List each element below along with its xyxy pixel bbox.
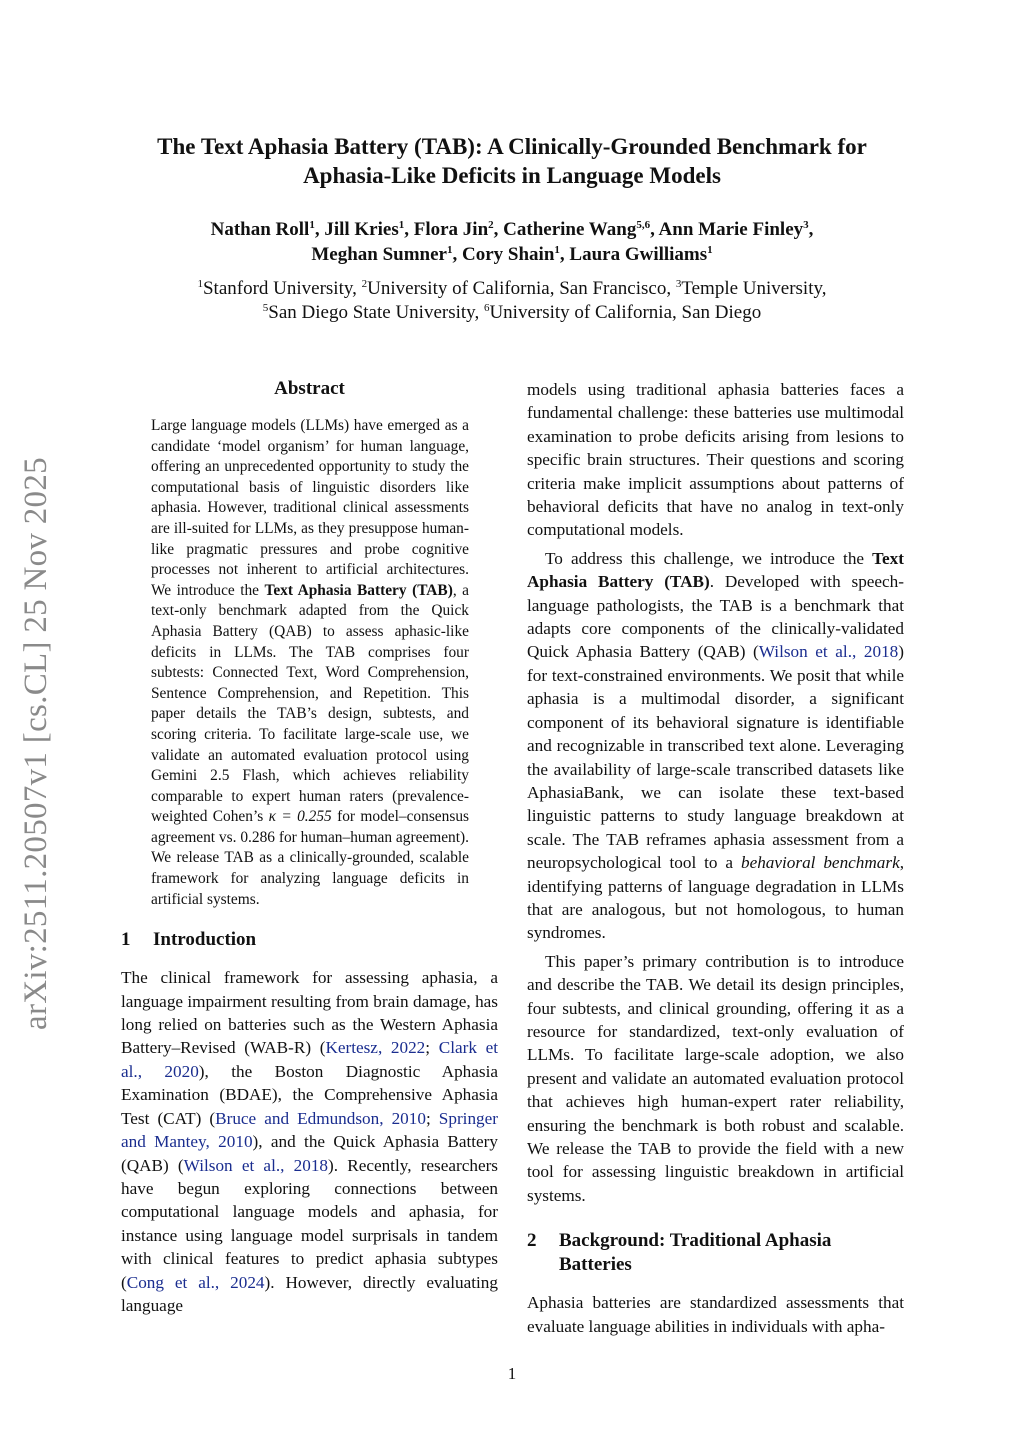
background-paragraph-1: Aphasia batteries are standardized assessments that evaluate language abilities in individuals with apha-	[527, 1293, 904, 1336]
citation-link[interactable]: Bruce and Edmundson, 2010	[215, 1108, 426, 1128]
title-line-2: Aphasia-Like Deficits in Language Models	[303, 163, 721, 188]
affil-number: 1	[197, 278, 203, 290]
title-line-1: The Text Aphasia Battery (TAB): A Clinically-Grounded Benchmark for	[157, 134, 867, 159]
intro-paragraph-1-continued: models using traditional aphasia batteries faces a fundamental challenge: these batteries use multimodal examination to probe deficits arising from lesions to specific brain structures. Their questions and scoring criteria make implicit assumptions about patterns of behavioral deficits that have no analog in text-only computational models.	[527, 380, 904, 540]
author-name: Nathan Roll	[210, 219, 310, 240]
author-name: Laura Gwilliams	[569, 244, 708, 265]
arxiv-stamp: arXiv:2511.20507v1 [cs.CL] 25 Nov 2025	[18, 457, 54, 1030]
intro-paragraph-3: This paper’s primary contribution is to introduce and describe the TAB. We detail its design principles, four subtests, and clinical grounding, offering it as a resource for standardized, text-only evaluation of LLMs. To facilitate large-scale adoption, we also present and validate an automated evaluation protocol that achieves high human-expert rater reliability, ensuring the benchmark is both robust and scalable. We release the TAB to provide the field with a new tool for assessing linguistic breakdown in artificial systems.	[527, 951, 904, 1205]
author-name: Meghan Sumner	[311, 244, 447, 265]
affil-number: 2	[361, 278, 368, 290]
abstract-heading: Abstract	[274, 378, 345, 399]
author-affil: 2	[488, 219, 494, 231]
bold-term: Text Aphasia Battery (TAB)	[527, 548, 904, 592]
section-heading-background	[527, 1229, 904, 1277]
citation-link[interactable]: Clark et al., 2020	[121, 1038, 498, 1081]
affiliation: Stanford University	[202, 278, 353, 299]
affiliation: University of California, San Diego	[489, 302, 762, 323]
author-line-2: Meghan Sumner$^1$, Cory Shain$^1$, Laura Gwilliams$^1$	[311, 244, 713, 265]
author-affil: 1	[707, 244, 713, 256]
affil-number: 6	[483, 302, 490, 314]
author-name: Jill Kries	[324, 219, 399, 240]
right-column	[527, 378, 904, 1338]
affiliation-line-1: $^1$Stanford University, $^2$University of California, San Francisco, $^3$Temple University,	[197, 278, 827, 299]
citation-link[interactable]: Kertesz, 2022	[325, 1038, 426, 1058]
author-affil: 5,6	[636, 219, 651, 231]
author-affil: 1	[398, 219, 405, 231]
left-column	[121, 378, 498, 1317]
section-heading-introduction	[121, 928, 498, 952]
affiliation: Temple University	[681, 278, 822, 299]
author-affil: 1	[309, 219, 315, 231]
abstract-bold: Text Aphasia Battery (TAB)	[264, 581, 453, 599]
author-name: Cory Shain	[462, 244, 555, 265]
text-span: To address this challenge, we introduce the	[545, 548, 873, 568]
affil-number: 3	[675, 278, 682, 290]
abstract-span: Large language models (LLMs) have emerged as a candidate ‘model organism’ for human language, offering an unprecedented opportunity to study the computational basis of linguistic disorders like aphasia. However, traditional clinical assessments are ill-suited for LLMs, as they presuppose human-like pragmatic pressures and probe cognitive processes not inherent to artificial architectures. We introduce the	[151, 417, 469, 599]
citation-link[interactable]: Springer and Mantey, 2010	[121, 1108, 498, 1152]
text-span: ) for text-constrained environments. We posit that while aphasia is a multimodal disorder, a significant component of its behavioral signature is identifiable and recognizable in transcribed text alone. Leveraging the availability of large-scale transcribed datasets like AphasiaBank, we can isolate these text-based linguistic patterns to study language breakdown at scale. The TAB reframes aphasia assessment from a neuropsychological tool to a	[527, 642, 904, 873]
author-name: Catherine Wang	[503, 219, 637, 240]
text-span: . Developed with speech-language pathologists, the TAB is a benchmark that adapts core components of the clinically-validated Quick Aphasia Battery (QAB) (	[527, 572, 904, 662]
section-number: 2	[527, 1230, 537, 1252]
author-list	[100, 217, 924, 267]
intro-paragraph-1: The clinical framework for assessing aphasia, a language impairment resulting from brain damage, has long relied on batteries such as the Western Aphasia Battery–Revised (WAB-R) (Kertesz, 2022; Clark et al., 2020), the Boston Diagnostic Aphasia Examination (BDAE), the Comprehensive Aphasia Test (CAT) (Bruce and Edmundson, 2010; Springer and Mantey, 2010), and the Quick Aphasia Battery (QAB) (Wilson et al., 2018). Recently, researchers have begun exploring connections between computational language models and aphasia, for instance using language model surprisals in tandem with clinical features to predict aphasia subtypes (Cong et al., 2024). However, directly evaluating language	[121, 968, 498, 1315]
abstract-span: for model–consensus agreement vs.	[151, 808, 470, 846]
author-affil: 1	[447, 244, 453, 256]
citation-link[interactable]: Cong et al., 2024	[126, 1272, 265, 1292]
author-name: Ann Marie Finley	[658, 219, 804, 240]
author-line-1: Nathan Roll$^1$, Jill Kries$^1$, Flora Jin$^2$, Catherine Wang$^{5,6}$, Ann Marie Finley$^3$,	[210, 219, 814, 240]
affil-number: 5	[262, 302, 269, 314]
section-number: 1	[121, 929, 131, 951]
abstract-span: for human–human agreement). We release TAB as a clinically-grounded, scalable framework for analyzing language deficits in artificial systems.	[151, 828, 469, 908]
emphasis: behavioral benchmark	[740, 853, 900, 873]
citation-link[interactable]: Wilson et al., 2018	[183, 1155, 329, 1175]
text-span: The clinical framework for assessing aphasia, a language impairment resulting from brain damage, has long relied on batteries such as the Western Aphasia Battery–Revised (WAB-R) (	[121, 968, 498, 1058]
author-name: Flora Jin	[413, 219, 489, 240]
text-span: ). Recently, researchers have begun exploring connections between computational language models and aphasia, for instance using language model surprisals in tandem with clinical features to predict aphasia subtypes (	[121, 1155, 498, 1292]
affiliation: San Diego State University	[268, 302, 475, 323]
section-title: Introduction	[153, 929, 257, 951]
affiliation: University of California, San Francisco	[367, 278, 667, 299]
agreement-value: 0.286	[240, 828, 275, 846]
author-affil: 1	[554, 244, 560, 256]
affiliation-list	[100, 277, 924, 325]
section-title: Background: Traditional Aphasia Batteries	[559, 1230, 832, 1276]
abstract-span: , a text-only benchmark adapted from the Quick Aphasia Battery (QAB) to assess aphasic-like deficits in LLMs. The TAB comprises four subtests: Connected Text, Word Comprehension, Sentence Comprehension, and Repetition. This paper details the TAB’s design, subtests, and scoring criteria. To facilitate large-scale use, we validate an automated evaluation protocol using Gemini 2.5 Flash, which achieves reliability comparable to expert human raters (prevalence-weighted Cohen’s	[151, 581, 469, 826]
paper-title	[100, 132, 924, 190]
affiliation-line-2: $^5$San Diego State University, $^6$University of California, San Diego	[262, 302, 762, 323]
citation-link[interactable]: Wilson et al., 2018	[758, 642, 899, 662]
intro-paragraph-2	[527, 547, 904, 945]
kappa-value: κ = 0.255	[268, 808, 332, 826]
text-span: ). However, directly evaluating language	[121, 1272, 498, 1315]
author-affil: 3	[803, 219, 809, 231]
abstract-text	[151, 416, 469, 910]
text-span: ), the Boston Diagnostic Aphasia Examination (BDAE), the Comprehensive Aphasia Test (CAT) (	[121, 1061, 498, 1128]
text-span: ), and the Quick Aphasia Battery (QAB) (	[121, 1132, 498, 1175]
page-number: 1	[507, 1364, 517, 1383]
text-span: , identifying patterns of language degradation in LLMs that are analogous, but not homologous, to human syndromes.	[527, 853, 904, 943]
